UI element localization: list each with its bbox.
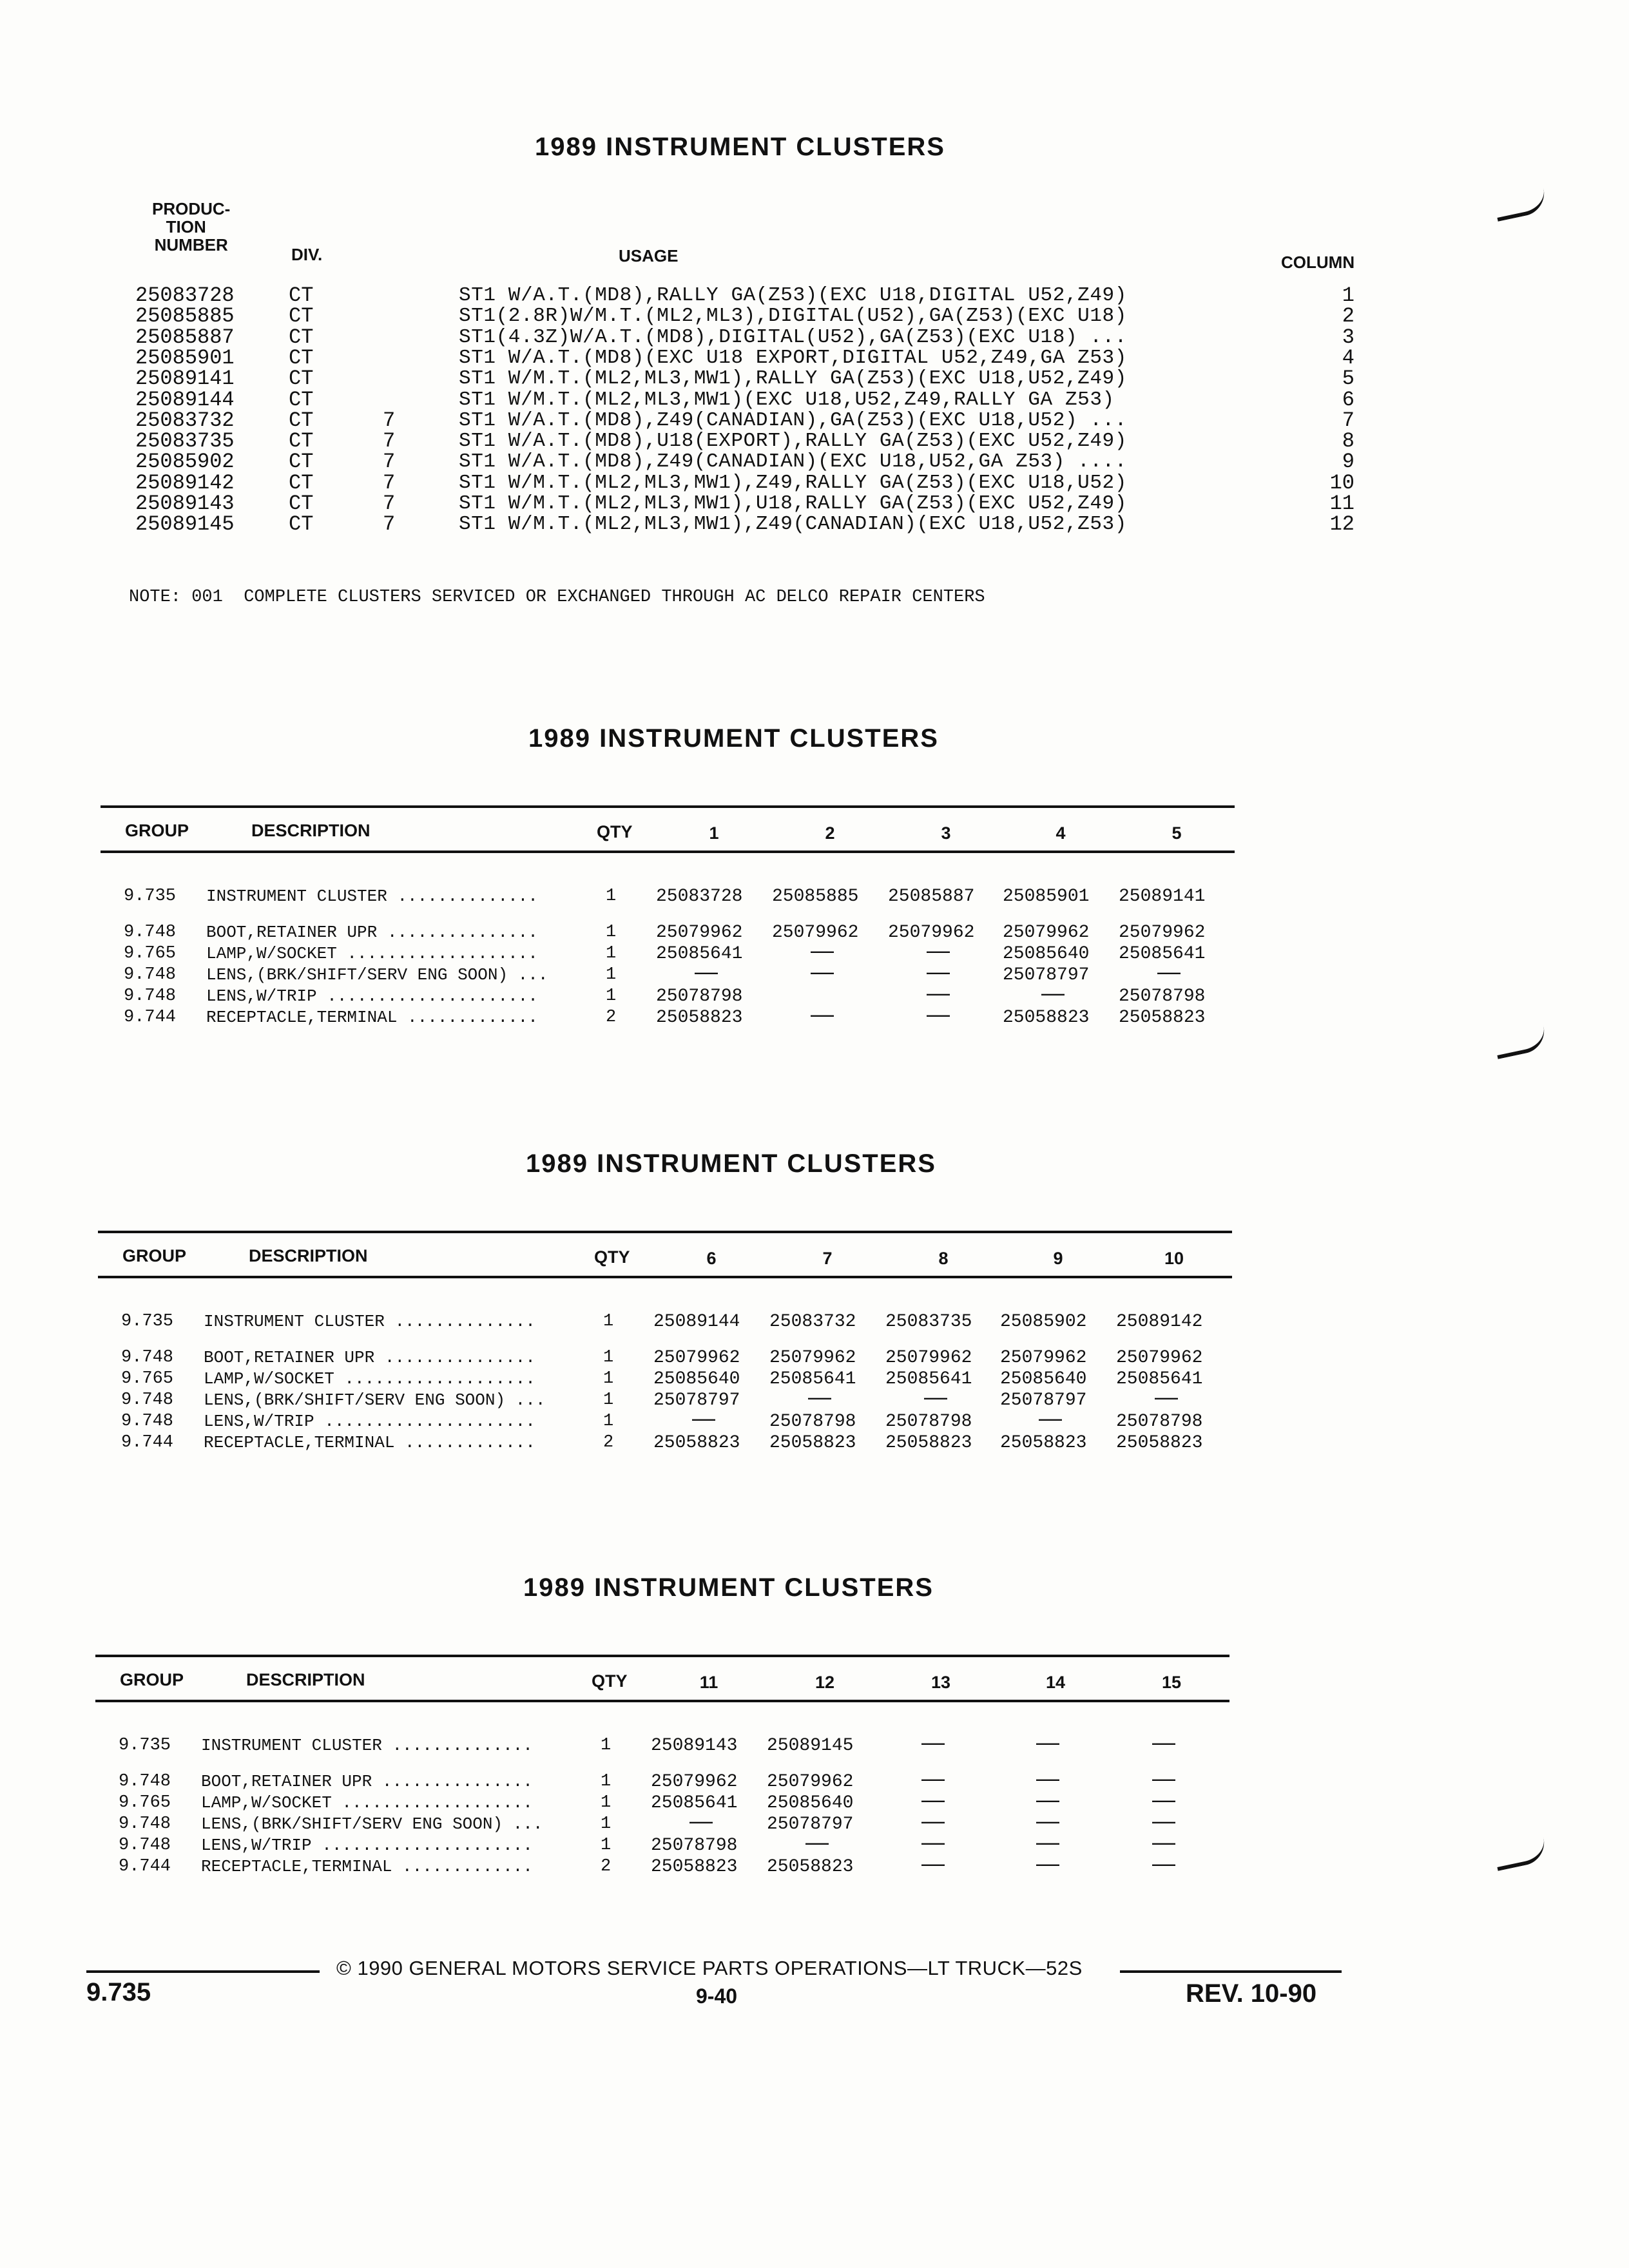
column-8-header: 8 (938, 1249, 949, 1268)
column-number: 7 (1342, 408, 1354, 432)
table-row (0, 888, 1629, 905)
flag-code: 7 (383, 408, 396, 432)
part-number-cell: 25078798 (1119, 986, 1206, 1006)
part-number-cell: 25079962 (1116, 1348, 1203, 1368)
group-number: 9.748 (119, 1772, 171, 1791)
part-number-cell: 25085640 (653, 1369, 740, 1389)
group-number: 9.765 (124, 944, 177, 963)
division: CT (289, 345, 314, 370)
part-number-cell: 25058823 (769, 1433, 856, 1453)
usage-row (0, 450, 1629, 474)
part-number-cell: 25085640 (767, 1793, 854, 1813)
description-header: DESCRIPTION (251, 821, 371, 840)
part-number-cell: 25079962 (772, 923, 859, 943)
part-number-cell: — (808, 1383, 831, 1410)
flag-code: 7 (383, 429, 396, 454)
group-number: 9.744 (119, 1857, 171, 1876)
part-number-cell: — (811, 937, 834, 963)
division: CT (289, 284, 314, 307)
part-number-cell: 25058823 (767, 1857, 854, 1877)
usage-row (0, 408, 1629, 432)
part-description: INSTRUMENT CLUSTER .............. (201, 1736, 533, 1755)
quantity: 1 (603, 1412, 614, 1431)
part-number-cell: 25078797 (1003, 965, 1090, 985)
division: CT (289, 304, 314, 329)
part-description: BOOT,RETAINER UPR ............... (201, 1772, 533, 1791)
group-number: 9.765 (119, 1793, 171, 1812)
group-number: 9.748 (121, 1348, 174, 1367)
part-number-cell: 25085640 (1003, 944, 1090, 964)
scan-mark (1493, 1026, 1548, 1059)
table-row (0, 1850, 1629, 1877)
group-table-rule-bottom (95, 1700, 1229, 1702)
part-number-cell: — (1036, 1829, 1059, 1855)
part-number-cell: 25058823 (1116, 1433, 1203, 1453)
column-14-header: 14 (1045, 1673, 1066, 1692)
division: CT (289, 325, 314, 349)
group-header: GROUP (122, 1246, 187, 1265)
group-table-rule-top (101, 805, 1235, 808)
column-1-header: 1 (709, 823, 719, 843)
column-7-header: 7 (822, 1249, 833, 1268)
quantity: 2 (603, 1433, 614, 1452)
group-header: GROUP (120, 1670, 184, 1689)
part-number-cell: 25078797 (1000, 1390, 1087, 1410)
table-row (0, 1001, 1629, 1028)
description-header: DESCRIPTION (246, 1670, 365, 1689)
usage-text: ST1 W/A.T.(MD8)(EXC U18 EXPORT,DIGITAL U52,Z49,GA Z53) (459, 346, 1127, 369)
column-header: COLUMN (1281, 253, 1355, 272)
flag-code: 7 (383, 512, 396, 537)
part-number-cell: — (811, 1001, 834, 1027)
part-number-cell: 25085641 (769, 1369, 856, 1389)
part-number-cell: — (1036, 1807, 1059, 1834)
usage-note: NOTE: 001 COMPLETE CLUSTERS SERVICED OR EXCHANGED THROUGH AC DELCO REPAIR CENTERS (129, 588, 985, 607)
quantity: 1 (601, 1814, 612, 1834)
table-row (0, 1729, 1629, 1756)
column-6-header: 6 (706, 1249, 717, 1268)
usage-text: ST1 W/M.T.(ML2,ML3,MW1),U18,RALLY GA(Z53)(EXC U52,Z49) (459, 492, 1127, 515)
div-header: DIV. (291, 245, 323, 264)
column-2-header: 2 (825, 823, 835, 843)
usage-row (0, 286, 1629, 305)
quantity: 1 (606, 923, 617, 942)
table-row (0, 1383, 1629, 1410)
part-number-cell: 25079962 (888, 923, 975, 943)
part-number-cell: 25078798 (656, 986, 743, 1006)
quantity: 1 (603, 1369, 614, 1389)
usage-text: ST1(4.3Z)W/A.T.(MD8),DIGITAL(U52),GA(Z53)(EXC U18) ... (459, 325, 1127, 349)
group-table-rule-top (98, 1231, 1232, 1233)
part-number-cell: — (1039, 1405, 1062, 1431)
production-number: 25085901 (135, 345, 235, 370)
part-number-cell: — (927, 979, 950, 1006)
usage-row (0, 387, 1629, 412)
part-number-cell: 25058823 (1000, 1433, 1087, 1453)
part-number-cell: — (927, 937, 950, 963)
group-table-rule-bottom (98, 1276, 1232, 1278)
part-description: LENS,(BRK/SHIFT/SERV ENG SOON) ... (204, 1390, 546, 1410)
part-number-cell: — (921, 1786, 945, 1812)
group-number: 9.748 (124, 986, 177, 1006)
quantity: 1 (606, 965, 617, 985)
column-13-header: 13 (930, 1673, 951, 1692)
column-number: 8 (1342, 429, 1354, 454)
usage-text: ST1 W/A.T.(MD8),U18(EXPORT),RALLY GA(Z53)(EXC U52,Z49) (459, 430, 1127, 453)
usage-row (0, 429, 1629, 454)
part-number-cell: — (1041, 979, 1065, 1006)
part-number-cell: 25089141 (1119, 887, 1206, 907)
group-number: 9.735 (121, 1312, 174, 1331)
part-number-cell: 25058823 (885, 1433, 972, 1453)
part-number-cell: — (1152, 1765, 1175, 1791)
part-number-cell: 25085640 (1000, 1369, 1087, 1389)
part-number-cell: 25058823 (651, 1857, 738, 1877)
part-description: LAMP,W/SOCKET ................... (201, 1793, 533, 1812)
part-number-cell: 25058823 (656, 1008, 743, 1028)
part-description: LENS,W/TRIP ..................... (201, 1836, 533, 1855)
part-description: LENS,(BRK/SHIFT/SERV ENG SOON) ... (206, 965, 548, 985)
part-number-cell: — (811, 958, 834, 985)
usage-row (0, 470, 1629, 495)
column-number: 5 (1342, 367, 1354, 391)
column-9-header: 9 (1053, 1249, 1063, 1268)
group-number: 9.735 (119, 1736, 171, 1755)
part-description: LENS,W/TRIP ..................... (206, 986, 538, 1006)
usage-row (0, 345, 1629, 370)
part-description: RECEPTACLE,TERMINAL ............. (206, 1008, 538, 1027)
production-number: 25089143 (135, 492, 235, 515)
part-number-cell: — (1152, 1807, 1175, 1834)
part-number-cell: 25079962 (656, 923, 743, 943)
column-number: 12 (1329, 512, 1354, 537)
column-number: 11 (1329, 492, 1354, 515)
table-row (0, 1765, 1629, 1792)
production-number: 25083735 (135, 429, 235, 454)
production-header-line2: TION (166, 217, 206, 236)
part-description: RECEPTACLE,TERMINAL ............. (204, 1433, 535, 1452)
part-number-cell: — (695, 958, 718, 985)
table-row (0, 1786, 1629, 1813)
part-number-cell: — (921, 1807, 945, 1834)
part-number-cell: 25083728 (656, 887, 743, 907)
part-number-cell: — (1152, 1729, 1175, 1755)
part-description: INSTRUMENT CLUSTER .............. (204, 1312, 535, 1331)
production-number: 25089145 (135, 512, 235, 537)
usage-row (0, 494, 1629, 513)
column-number: 6 (1342, 387, 1354, 412)
usage-row (0, 512, 1629, 537)
group-table-rule-bottom (101, 850, 1235, 853)
usage-header: USAGE (619, 246, 679, 265)
part-description: INSTRUMENT CLUSTER .............. (206, 887, 538, 906)
part-number-cell: — (1152, 1850, 1175, 1876)
division: CT (289, 408, 314, 432)
division: CT (289, 450, 314, 474)
group-number: 9.744 (121, 1433, 174, 1452)
part-number-cell: — (927, 1001, 950, 1027)
group-header: GROUP (125, 821, 189, 840)
part-number-cell: 25089143 (651, 1736, 738, 1756)
group-number: 9.748 (119, 1836, 171, 1855)
quantity: 2 (601, 1857, 612, 1876)
table-row (0, 958, 1629, 985)
production-number: 25089142 (135, 470, 235, 495)
part-number-cell: — (1036, 1729, 1059, 1755)
table-row (0, 1405, 1629, 1432)
flag-code: 7 (383, 492, 396, 515)
part-number-cell: 25089142 (1116, 1312, 1203, 1332)
part-number-cell: 25078798 (885, 1412, 972, 1432)
division: CT (289, 492, 314, 515)
part-number-cell: — (927, 958, 950, 985)
part-number-cell: 25079962 (1119, 923, 1206, 943)
part-number-cell: — (805, 1829, 829, 1855)
part-number-cell: — (924, 1383, 947, 1410)
quantity: 2 (606, 1008, 617, 1027)
part-description: LAMP,W/SOCKET ................... (206, 944, 538, 963)
description-header: DESCRIPTION (249, 1246, 368, 1265)
footer-group: 9.735 (86, 1978, 151, 2006)
flag-code: 7 (383, 470, 396, 495)
part-number-cell: 25089144 (653, 1312, 740, 1332)
part-number-cell: — (921, 1729, 945, 1755)
part-number-cell: 25085641 (1119, 944, 1206, 964)
footer-rule-right (1120, 1970, 1342, 1973)
part-number-cell: — (1152, 1829, 1175, 1855)
part-number-cell: 25085885 (772, 887, 859, 907)
part-description: RECEPTACLE,TERMINAL ............. (201, 1857, 533, 1876)
production-number: 25085902 (135, 450, 235, 474)
part-number-cell: — (1036, 1850, 1059, 1876)
part-number-cell: 25058823 (1119, 1008, 1206, 1028)
group-table-rule-top (95, 1655, 1229, 1657)
quantity: 1 (606, 944, 617, 963)
quantity: 1 (601, 1772, 612, 1791)
usage-row (0, 325, 1629, 349)
group-number: 9.744 (124, 1008, 177, 1027)
usage-rows (0, 286, 1629, 557)
column-11-header: 11 (699, 1673, 718, 1692)
group-number: 9.748 (119, 1814, 171, 1834)
part-number-cell: — (1157, 958, 1181, 985)
part-description: BOOT,RETAINER UPR ............... (206, 923, 538, 942)
part-number-cell: 25079962 (885, 1348, 972, 1368)
part-number-cell: 25085641 (656, 944, 743, 964)
part-number-cell: 25079962 (651, 1772, 738, 1792)
group-number: 9.765 (121, 1369, 174, 1389)
column-number: 4 (1342, 345, 1354, 370)
part-number-cell: 25079962 (653, 1348, 740, 1368)
usage-text: ST1 W/A.T.(MD8),RALLY GA(Z53)(EXC U18,DIGITAL U52,Z49) (459, 284, 1127, 307)
column-number: 3 (1342, 325, 1354, 349)
part-number-cell: 25079962 (767, 1772, 854, 1792)
qty-header: QTY (592, 1671, 628, 1691)
part-number-cell: 25079962 (769, 1348, 856, 1368)
footer-rule-left (86, 1970, 320, 1973)
production-header-line1: PRODUC- (152, 199, 231, 218)
division: CT (289, 429, 314, 454)
usage-row (0, 304, 1629, 329)
table-row (0, 1829, 1629, 1856)
group-table-title: 1989 INSTRUMENT CLUSTERS (528, 724, 939, 753)
usage-text: ST1 W/A.T.(MD8),Z49(CANADIAN),GA(Z53)(EXC U18,U52) ... (459, 408, 1127, 432)
part-number-cell: — (921, 1829, 945, 1855)
usage-title: 1989 INSTRUMENT CLUSTERS (535, 133, 945, 161)
part-number-cell: 25083732 (769, 1312, 856, 1332)
part-number-cell: — (1036, 1786, 1059, 1812)
part-number-cell: — (1155, 1383, 1178, 1410)
part-number-cell: 25085641 (651, 1793, 738, 1813)
quantity: 1 (606, 887, 617, 906)
part-number-cell: 25085901 (1003, 887, 1090, 907)
part-description: BOOT,RETAINER UPR ............... (204, 1348, 535, 1367)
group-number: 9.748 (121, 1412, 174, 1431)
quantity: 1 (601, 1736, 612, 1755)
part-number-cell: 25085902 (1000, 1312, 1087, 1332)
part-number-cell: 25079962 (1000, 1348, 1087, 1368)
part-number-cell: 25083735 (885, 1312, 972, 1332)
quantity: 1 (603, 1348, 614, 1367)
part-description: LENS,(BRK/SHIFT/SERV ENG SOON) ... (201, 1814, 543, 1834)
usage-text: ST1 W/M.T.(ML2,ML3,MW1),Z49(CANADIAN)(EXC U18,U52,Z53) (459, 513, 1127, 536)
column-10-header: 10 (1164, 1249, 1184, 1268)
group-number: 9.748 (124, 965, 177, 985)
part-number-cell: 25079962 (1003, 923, 1090, 943)
division: CT (289, 470, 314, 495)
column-number: 1 (1342, 284, 1354, 307)
column-4-header: 4 (1055, 823, 1066, 843)
scan-mark (1493, 188, 1548, 222)
production-header (152, 200, 230, 254)
usage-text: ST1(2.8R)W/M.T.(ML2,ML3),DIGITAL(U52),GA(Z53)(EXC U18) (459, 305, 1127, 328)
part-description: LENS,W/TRIP ..................... (204, 1412, 535, 1431)
part-number-cell: 25058823 (653, 1433, 740, 1453)
quantity: 1 (606, 986, 617, 1006)
qty-header: QTY (597, 822, 633, 841)
table-row (0, 1434, 1629, 1452)
part-number-cell: 25089145 (767, 1736, 854, 1756)
usage-text: ST1 W/M.T.(ML2,ML3,MW1)(EXC U18,U52,Z49,RALLY GA Z53) (459, 388, 1115, 411)
footer-page: 9-40 (696, 1984, 738, 2008)
group-number: 9.748 (121, 1390, 174, 1410)
part-number-cell: 25085887 (888, 887, 975, 907)
part-number-cell: — (921, 1765, 945, 1791)
part-description: LAMP,W/SOCKET ................... (204, 1369, 535, 1389)
column-5-header: 5 (1171, 823, 1182, 843)
division: CT (289, 367, 314, 391)
flag-code: 7 (383, 450, 396, 474)
column-number: 2 (1342, 304, 1354, 329)
usage-text: ST1 W/A.T.(MD8),Z49(CANADIAN)(EXC U18,U52,GA Z53) .... (459, 450, 1127, 474)
production-header-line3: NUMBER (154, 235, 228, 255)
part-number-cell: — (692, 1405, 715, 1431)
usage-row (0, 367, 1629, 391)
production-number: 25085887 (135, 325, 235, 349)
group-number: 9.748 (124, 923, 177, 942)
quantity: 1 (601, 1836, 612, 1855)
division: CT (289, 387, 314, 412)
production-number: 25089141 (135, 367, 235, 391)
table-row (0, 1349, 1629, 1367)
footer-rev: REV. 10-90 (1186, 1979, 1317, 2008)
column-12-header: 12 (815, 1673, 835, 1692)
part-number-cell: 25078798 (651, 1836, 738, 1856)
part-number-cell: 25078797 (653, 1390, 740, 1410)
production-number: 25085885 (135, 304, 235, 329)
part-number-cell: 25078798 (1116, 1412, 1203, 1432)
quantity: 1 (601, 1793, 612, 1812)
production-number: 25083732 (135, 408, 235, 432)
part-number-cell: 25085641 (885, 1369, 972, 1389)
part-number-cell: 25058823 (1003, 1008, 1090, 1028)
part-number-cell: 25078797 (767, 1814, 854, 1834)
column-number: 9 (1342, 450, 1354, 474)
usage-text: ST1 W/M.T.(ML2,ML3,MW1),Z49,RALLY GA(Z53)(EXC U18,U52) (459, 471, 1127, 494)
part-number-cell: 25078798 (769, 1412, 856, 1432)
quantity: 1 (603, 1390, 614, 1410)
footer-copyright: © 1990 GENERAL MOTORS SERVICE PARTS OPERATIONS—LT TRUCK—52S (336, 1957, 1083, 1979)
part-number-cell: — (921, 1850, 945, 1876)
column-number: 10 (1329, 470, 1354, 495)
part-number-cell: — (1152, 1786, 1175, 1812)
usage-text: ST1 W/M.T.(ML2,ML3,MW1),RALLY GA(Z53)(EXC U18,U52,Z49) (459, 367, 1127, 390)
qty-header: QTY (594, 1247, 630, 1267)
column-3-header: 3 (941, 823, 951, 843)
table-row (0, 1313, 1629, 1331)
part-number-cell: — (689, 1807, 713, 1834)
quantity: 1 (603, 1312, 614, 1331)
column-15-header: 15 (1161, 1673, 1182, 1692)
group-number: 9.735 (124, 887, 177, 906)
part-number-cell: 25085641 (1116, 1369, 1203, 1389)
production-number: 25083728 (135, 284, 235, 307)
group-table-title: 1989 INSTRUMENT CLUSTERS (526, 1149, 936, 1178)
production-number: 25089144 (135, 387, 235, 412)
part-number-cell: — (1036, 1765, 1059, 1791)
group-table-title: 1989 INSTRUMENT CLUSTERS (523, 1573, 934, 1602)
division: CT (289, 512, 314, 537)
